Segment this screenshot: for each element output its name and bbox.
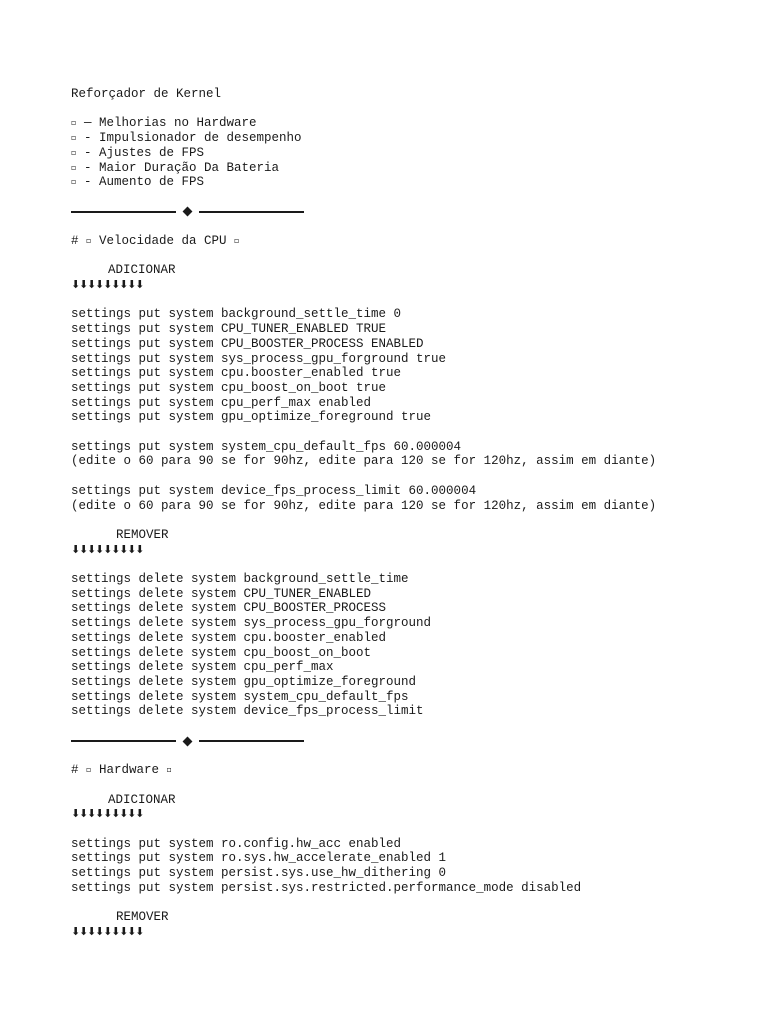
command-line: settings delete system CPU_BOOSTER_PROCESS <box>71 601 387 616</box>
document-title: Reforçador de Kernel <box>71 87 222 101</box>
down-arrows-icon: ⬇⬇⬇⬇⬇⬇⬇⬇⬇ <box>71 807 144 821</box>
square-bullet-icon: ▫ <box>86 235 92 245</box>
add-label: ADICIONAR <box>108 263 176 278</box>
command-line: settings delete system device_fps_process_limit <box>71 704 424 719</box>
command-line: settings put system cpu.booster_enabled true <box>71 366 402 381</box>
hardware-add-commands <box>71 837 768 896</box>
feature-item: ▫ - Impulsionador de desempenho <box>71 131 302 146</box>
note-line: (edite o 60 para 90 se for 90hz, edite para 120 se for 120hz, assim em diante) <box>71 498 657 513</box>
cpu-remove-commands <box>71 572 768 719</box>
diamond-icon <box>183 736 193 746</box>
command-line: settings delete system background_settle_time <box>71 572 409 587</box>
square-bullet-icon: ▫ <box>166 765 172 775</box>
feature-list <box>71 116 768 190</box>
feature-item: ▫ - Maior Duração Da Bateria <box>71 160 279 175</box>
remove-label: REMOVER <box>116 910 169 925</box>
section-heading-cpu: # ▫ Velocidade da CPU ▫ <box>71 233 240 248</box>
remove-label: REMOVER <box>116 527 169 542</box>
square-bullet-icon: ▫ <box>71 177 77 187</box>
feature-item: ▫ - Aumento de FPS <box>71 175 204 190</box>
diamond-icon <box>183 207 193 217</box>
command-line: settings put system device_fps_process_limit 60.000004 <box>71 483 477 498</box>
square-bullet-icon: ▫ <box>71 118 77 128</box>
feature-item: ▫ - Ajustes de FPS <box>71 145 204 160</box>
command-line: settings put system system_cpu_default_fps 60.000004 <box>71 439 462 454</box>
note-line: (edite o 60 para 90 se for 90hz, edite para 120 se for 120hz, assim em diante) <box>71 454 657 469</box>
square-bullet-icon: ▫ <box>71 162 77 172</box>
add-label: ADICIONAR <box>108 792 176 807</box>
down-arrows-icon: ⬇⬇⬇⬇⬇⬇⬇⬇⬇ <box>71 278 144 292</box>
square-bullet-icon: ▫ <box>71 133 77 143</box>
down-arrows-icon: ⬇⬇⬇⬇⬇⬇⬇⬇⬇ <box>71 924 144 938</box>
command-line: settings put system persist.sys.use_hw_dithering 0 <box>71 865 447 880</box>
section-heading-hardware: # ▫ Hardware ▫ <box>71 763 172 778</box>
square-bullet-icon: ▫ <box>71 147 77 157</box>
square-bullet-icon: ▫ <box>86 765 92 775</box>
command-line: settings put system gpu_optimize_foreground true <box>71 410 432 425</box>
command-line: settings delete system cpu_boost_on_boot <box>71 645 372 660</box>
command-line: settings put system cpu_boost_on_boot true <box>71 380 387 395</box>
command-line: settings delete system sys_process_gpu_forground <box>71 616 432 631</box>
command-line: settings put system CPU_TUNER_ENABLED TRUE <box>71 322 387 337</box>
command-line: settings put system background_settle_time 0 <box>71 307 402 322</box>
command-line: settings put system persist.sys.restricted.performance_mode disabled <box>71 880 582 895</box>
command-line: settings delete system cpu_perf_max <box>71 660 334 675</box>
square-bullet-icon: ▫ <box>234 235 240 245</box>
command-line: settings put system ro.sys.hw_accelerate_enabled 1 <box>71 851 447 866</box>
command-line: settings delete system gpu_optimize_foreground <box>71 674 417 689</box>
document-body <box>71 87 768 939</box>
command-line: settings put system cpu_perf_max enabled <box>71 395 372 410</box>
section-divider <box>71 205 768 220</box>
cpu-add-commands <box>71 307 768 425</box>
command-line: settings put system CPU_BOOSTER_PROCESS ENABLED <box>71 336 424 351</box>
command-line: settings delete system CPU_TUNER_ENABLED <box>71 586 372 601</box>
section-divider <box>71 734 768 749</box>
command-line: settings delete system system_cpu_default_fps <box>71 689 409 704</box>
command-line: settings put system ro.config.hw_acc enabled <box>71 836 402 851</box>
command-line: settings delete system cpu.booster_enabled <box>71 630 387 645</box>
command-line: settings put system sys_process_gpu_forground true <box>71 351 447 366</box>
down-arrows-icon: ⬇⬇⬇⬇⬇⬇⬇⬇⬇ <box>71 542 144 556</box>
feature-item: ▫ — Melhorias no Hardware <box>71 116 257 131</box>
